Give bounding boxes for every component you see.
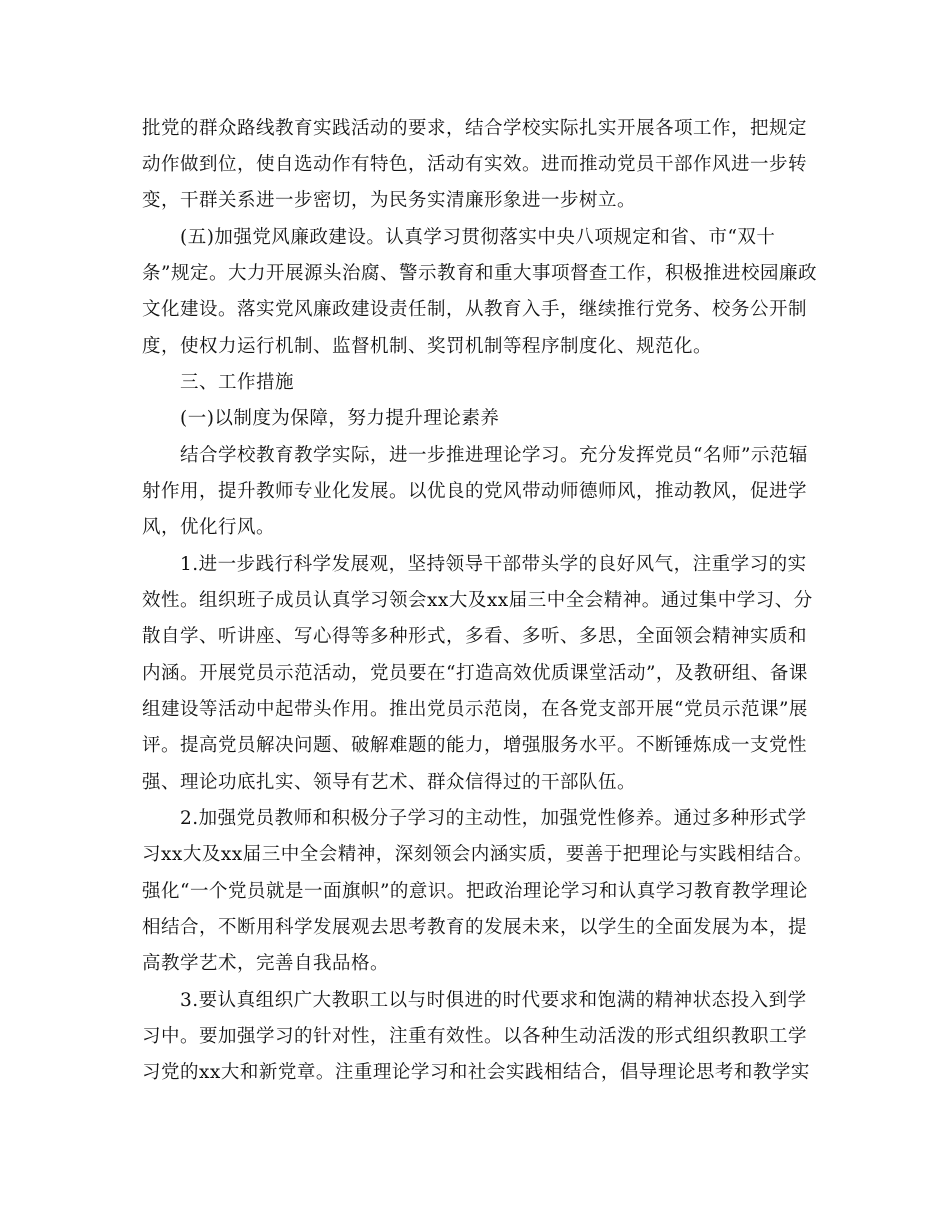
text-line: 2.加强党员教师和积极分子学习的主动性，加强党性修养。通过多种形式学 [180, 808, 807, 829]
section-heading: 三、工作措施 [180, 372, 295, 393]
text-line: 习党的xx大和新党章。注重理论学习和社会实践相结合，倡导理论思考和教学实 [142, 1062, 810, 1083]
text-line: 文化建设。落实党风廉政建设责任制，从教育入手，继续推行党务、校务公开制 [142, 299, 808, 320]
text-line: 强、理论功底扎实、领导有艺术、群众信得过的干部队伍。 [142, 772, 637, 793]
text-line: 3.要认真组织广大教职工以与时俱进的时代要求和饱满的精神状态投入到学 [180, 990, 807, 1011]
subsection-heading: (一)以制度为保障，努力提升理论素养 [180, 408, 500, 429]
text-line: 强化“一个党员就是一面旗帜”的意识。把政治理论学习和认真学习教育教学理论 [142, 881, 808, 902]
text-line: 组建设等活动中起带头作用。推出党员示范岗，在各党支部开展“党员示范课”展 [142, 699, 808, 720]
text-line: 动作做到位，使自选动作有特色，活动有实效。进而推动党员干部作风进一步转 [142, 154, 808, 175]
text-line: (五)加强党风廉政建设。认真学习贯彻落实中央八项规定和省、市“双十 [180, 227, 776, 248]
text-line: 变，干群关系进一步密切，为民务实清廉形象进一步树立。 [142, 190, 637, 211]
text-line: 习xx大及xx届三中全会精神，深刻领会内涵实质，要善于把理论与实践相结合。 [142, 844, 813, 865]
text-line: 相结合，不断用科学发展观去思考教育的发展未来，以学生的全面发展为本，提 [142, 917, 808, 938]
text-line: 效性。组织班子成员认真学习领会xx大及xx届三中全会精神。通过集中学习、分 [142, 590, 813, 611]
text-line: 散自学、听讲座、写心得等多种形式，多看、多听、多思，全面领会精神实质和 [142, 626, 808, 647]
text-line: 批党的群众路线教育实践活动的要求，结合学校实际扎实开展各项工作，把规定 [142, 118, 808, 139]
text-line: 高教学艺术，完善自我品格。 [142, 953, 390, 974]
text-line: 度，使权力运行机制、监督机制、奖罚机制等程序制度化、规范化。 [142, 336, 713, 357]
text-line: 条”规定。大力开展源头治腐、警示教育和重大事项督查工作，积极推进校园廉政 [142, 263, 817, 284]
text-line: 结合学校教育教学实际，进一步推进理论学习。充分发挥党员“名师”示范辐 [180, 445, 808, 466]
text-line: 内涵。开展党员示范活动，党员要在“打造高效优质课堂活动”，及教研组、备课 [142, 663, 808, 684]
text-line: 射作用，提升教师专业化发展。以优良的党风带动师德师风，推动教风，促进学 [142, 481, 808, 502]
text-line: 习中。要加强学习的针对性，注重有效性。以各种生动活泼的形式组织教职工学 [142, 1026, 808, 1047]
text-line: 1.进一步践行科学发展观，坚持领导干部带头学的良好风气，注重学习的实 [180, 554, 807, 575]
text-line: 评。提高党员解决问题、破解难题的能力，增强服务水平。不断锤炼成一支党性 [142, 735, 808, 756]
text-line: 风，优化行风。 [142, 517, 276, 538]
